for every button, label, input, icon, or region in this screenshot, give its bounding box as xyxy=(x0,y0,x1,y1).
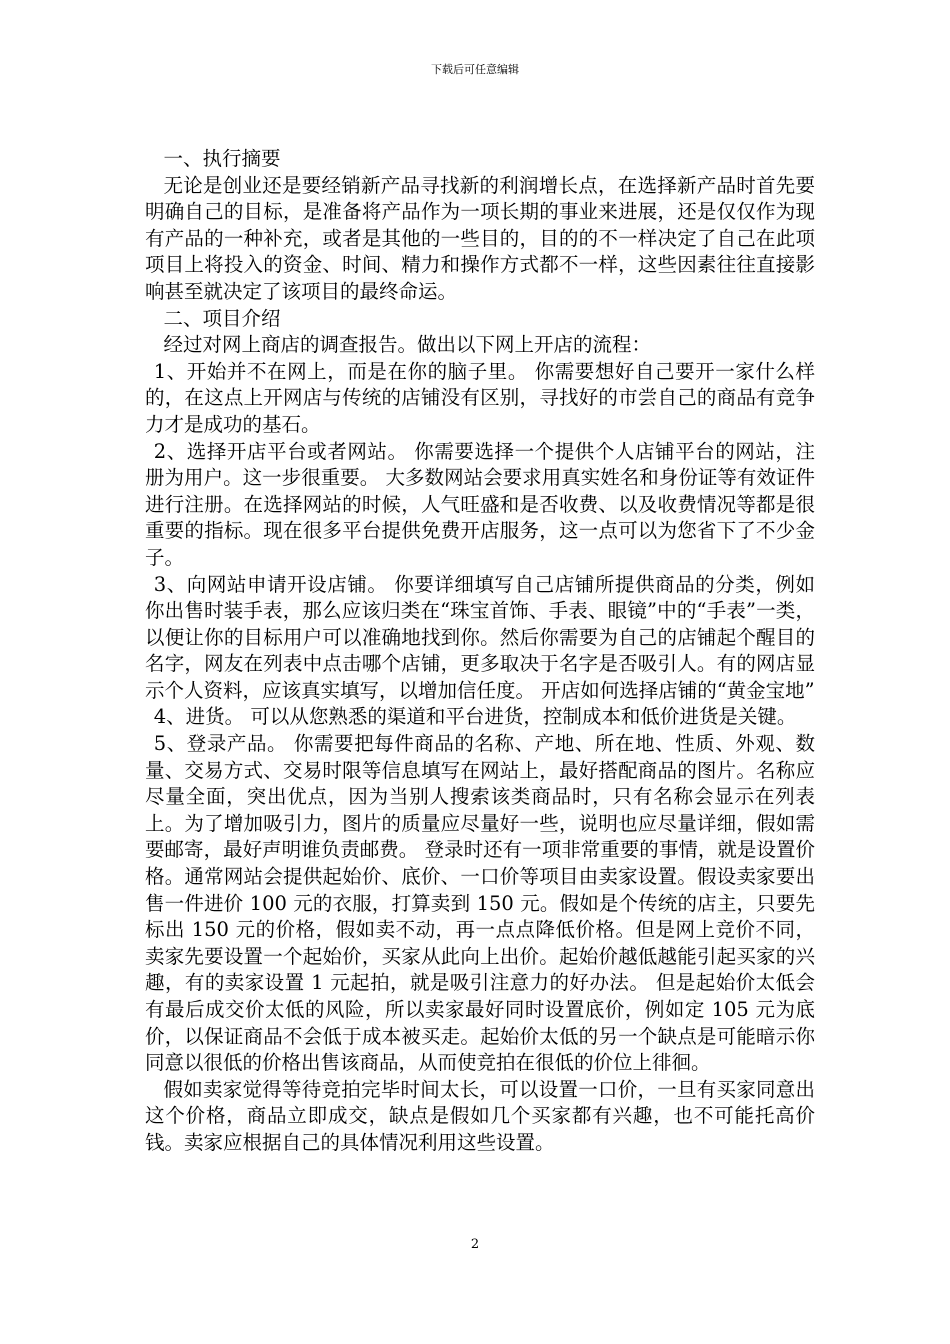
executive-summary-title: 一、执行摘要 xyxy=(163,147,281,170)
step-2-paragraph: 2、选择开店平台或者网站。 你需要选择一个提供个人店铺平台的网站，注册为用户。这一步很重要。 大多数网站会要求用真实姓名和身份证等有效证件进行注册。在选择网站的时候，人气旺盛和是否收费、以及收费情况等都是很重要的指标。现在很多平台提供免费开店服务，这一点可以为您省下了不少金子。 xyxy=(145,439,815,569)
project-intro-lead: 经过对网上商店的调查报告。做出以下网上开店的流程： xyxy=(163,333,652,357)
closing-paragraph: 假如卖家觉得等待竞拍完毕时间太长，可以设置一口价，一旦有买家同意出这个价格，商品立即成交，缺点是假如几个买家都有兴趣，也不可能托高价钱。卖家应根据自己的具体情况利用这些设置。 xyxy=(145,1077,815,1154)
page-number: 2 xyxy=(470,1237,480,1252)
step-4-paragraph: 4、进货。 可以从您熟悉的渠道和平台进货，控制成本和低价进货是关键。 xyxy=(153,705,797,729)
document-body xyxy=(145,146,815,1157)
step-1-paragraph: 1、开始并不在网上，而是在你的脑子里。 你需要想好自己要开一家什么样的，在这点上开网店与传统的店铺没有区别，寻找好的市尝自己的商品有竞争力才是成功的基石。 xyxy=(145,359,815,436)
executive-summary-paragraph: 无论是创业还是要经销新产品寻找新的利润增长点，在选择新产品时首先要明确自己的目标，是准备将产品作为一项长期的事业来进展，还是仅仅作为现有产品的一种补充，或者是其他的一些目的，目的的不一样决定了自己在此项项目上将投入的资金、时间、精力和操作方式都不一样，这些因素往往直接影响甚至就决定了该项目的最终命运。 xyxy=(145,173,815,303)
step-5-paragraph: 5、登录产品。 你需要把每件商品的名称、产地、所在地、性质、外观、数量、交易方式、交易时限等信息填写在网站上，最好搭配商品的图片。名称应尽量全面，突出优点，因为当别人搜索该类商品时，只有名称会显示在列表上。为了增加吸引力，图片的质量应尽量好一些，说明也应尽量详细，假如需要邮寄，最好声明谁负责邮费。 登录时还有一项非常重要的事情，就是设置价格。通常网站会提供起始价、底价、一口价等项目由卖家设置。假设卖家要出售一件进价 100 元的衣服，打算卖到 150 元。假如是个传统的店主，只要先标出 150 元的价格，假如卖不动，再一点点降低价格。但是网上竞价不同，卖家先要设置一个起始价，买家从此向上出价。起始价越低越能引起买家的兴趣，有的卖家设置 1 元起拍，就是吸引注意力的好办法。 但是起始价太低会有最后成交价太低的风险，所以卖家最好同时设置底价，例如定 105 元为底价，以保证商品不会低于成本被买走。起始价太低的另一个缺点是可能暗示你同意以很低的价格出售该商品，从而使竞拍在很低的价位上徘徊。 xyxy=(145,732,815,1075)
step-3-paragraph: 3、向网站申请开设店铺。 你要详细填写自己店铺所提供商品的分类，例如你出售时装手表，那么应该归类在“珠宝首饰、手表、眼镜”中的“手表”一类，以便让你的目标用户可以准确地找到你。然后你需要为自己的店铺起个醒目的名字，网友在列表中点击哪个店铺，更多取决于名字是否吸引人。有的网店显示个人资料，应该真实填写，以增加信任度。 开店如何选择店铺的“黄金宝地” xyxy=(145,572,815,702)
page-header: 下载后可任意编辑 xyxy=(431,63,519,76)
project-intro-title: 二、项目介绍 xyxy=(163,306,281,330)
